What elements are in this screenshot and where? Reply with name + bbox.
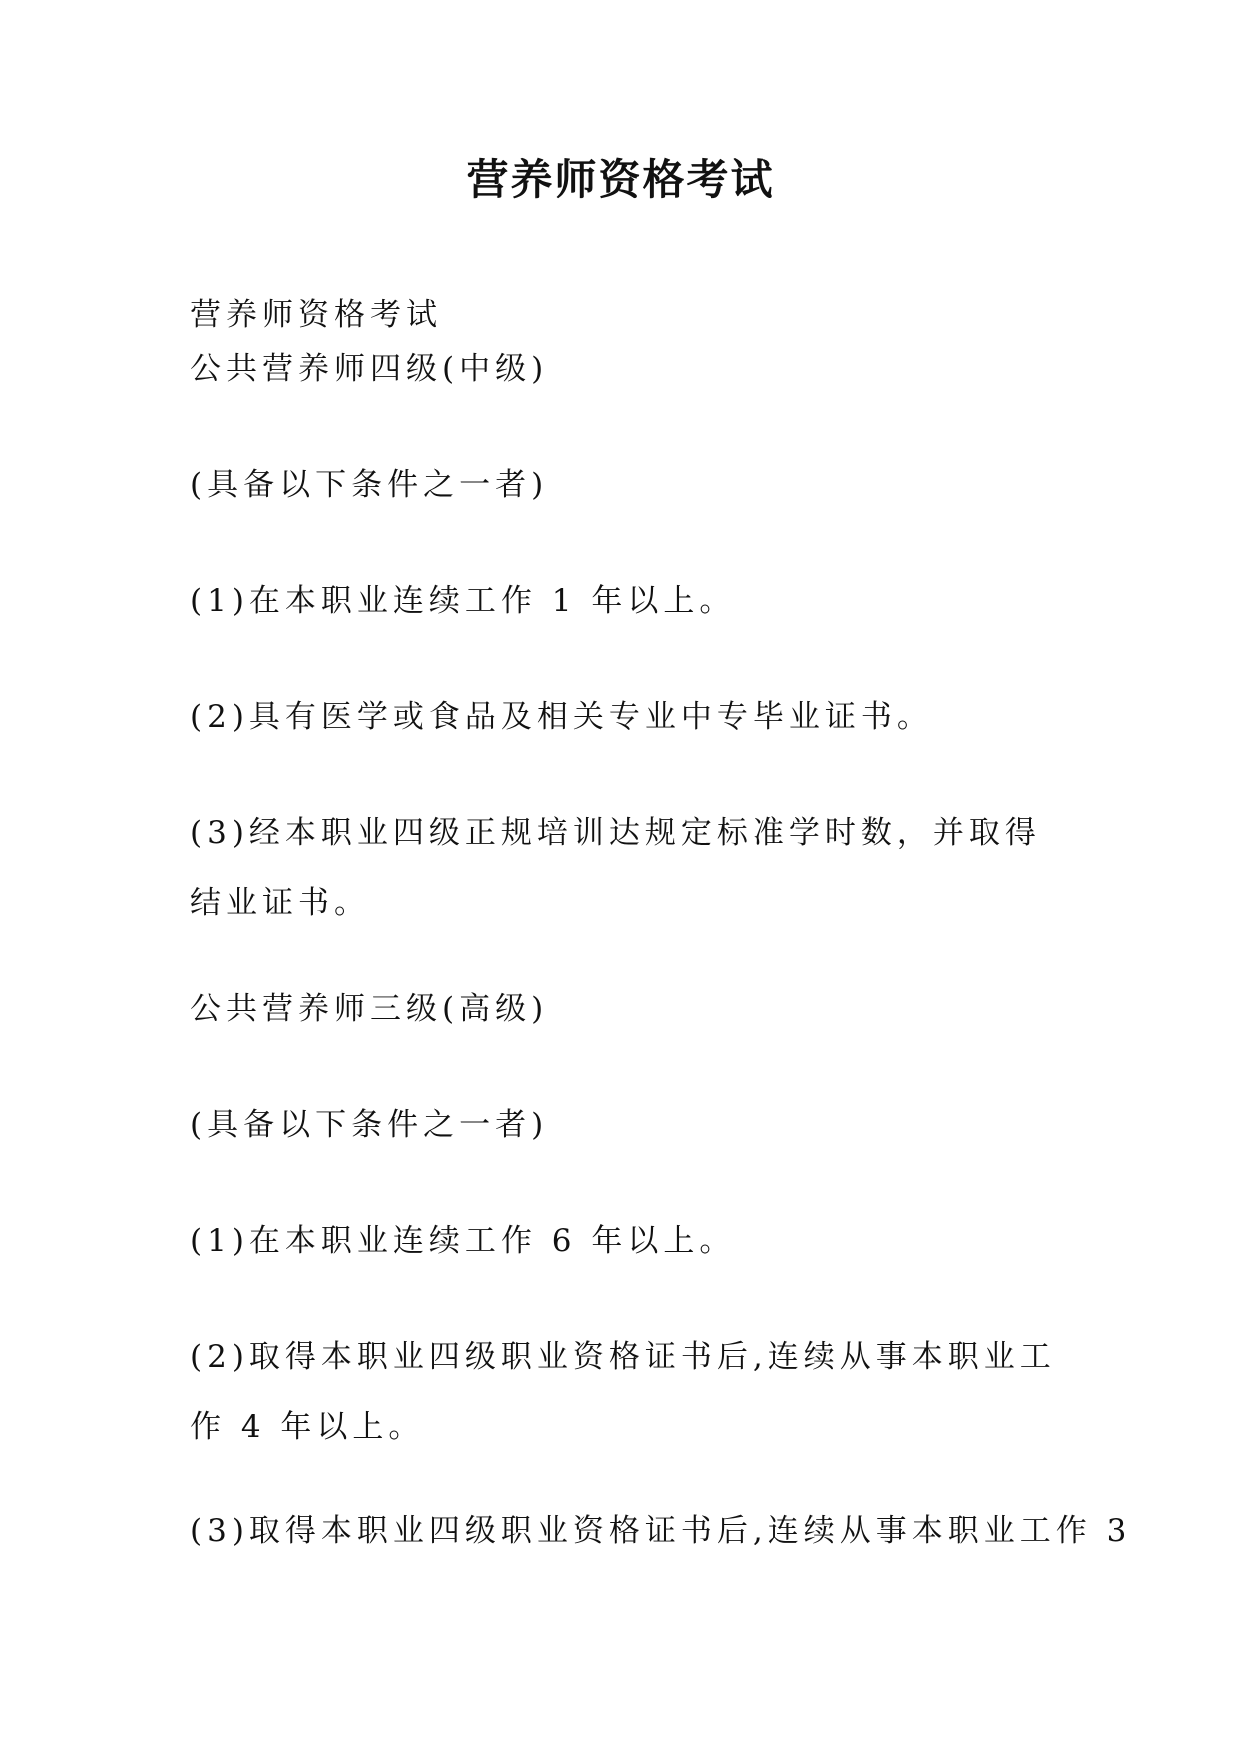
level3-condition-intro: (具备以下条件之一者) xyxy=(190,1107,549,1143)
level4-heading: 公共营养师四级(中级) xyxy=(190,351,549,387)
level4-item-2: (2)具有医学或食品及相关专业中专毕业证书。 xyxy=(190,699,933,735)
level3-heading: 公共营养师三级(高级) xyxy=(190,991,549,1027)
level3-item-3: (3)取得本职业四级职业资格证书后,连续从事本职业工作 3 xyxy=(190,1513,1132,1549)
level4-item-1: (1)在本职业连续工作 1 年以上。 xyxy=(190,583,736,619)
level4-item-3: (3)经本职业四级正规培训达规定标准学时数，并取得结业证书。 xyxy=(190,815,1041,921)
document-title: 营养师资格考试 xyxy=(466,155,775,204)
document-subtitle: 营养师资格考试 xyxy=(190,297,442,333)
level4-condition-intro: (具备以下条件之一者) xyxy=(190,467,549,503)
level3-item-1: (1)在本职业连续工作 6 年以上。 xyxy=(190,1223,736,1259)
level3-item-2: (2)取得本职业四级职业资格证书后,连续从事本职业工作 4 年以上。 xyxy=(190,1339,1056,1445)
